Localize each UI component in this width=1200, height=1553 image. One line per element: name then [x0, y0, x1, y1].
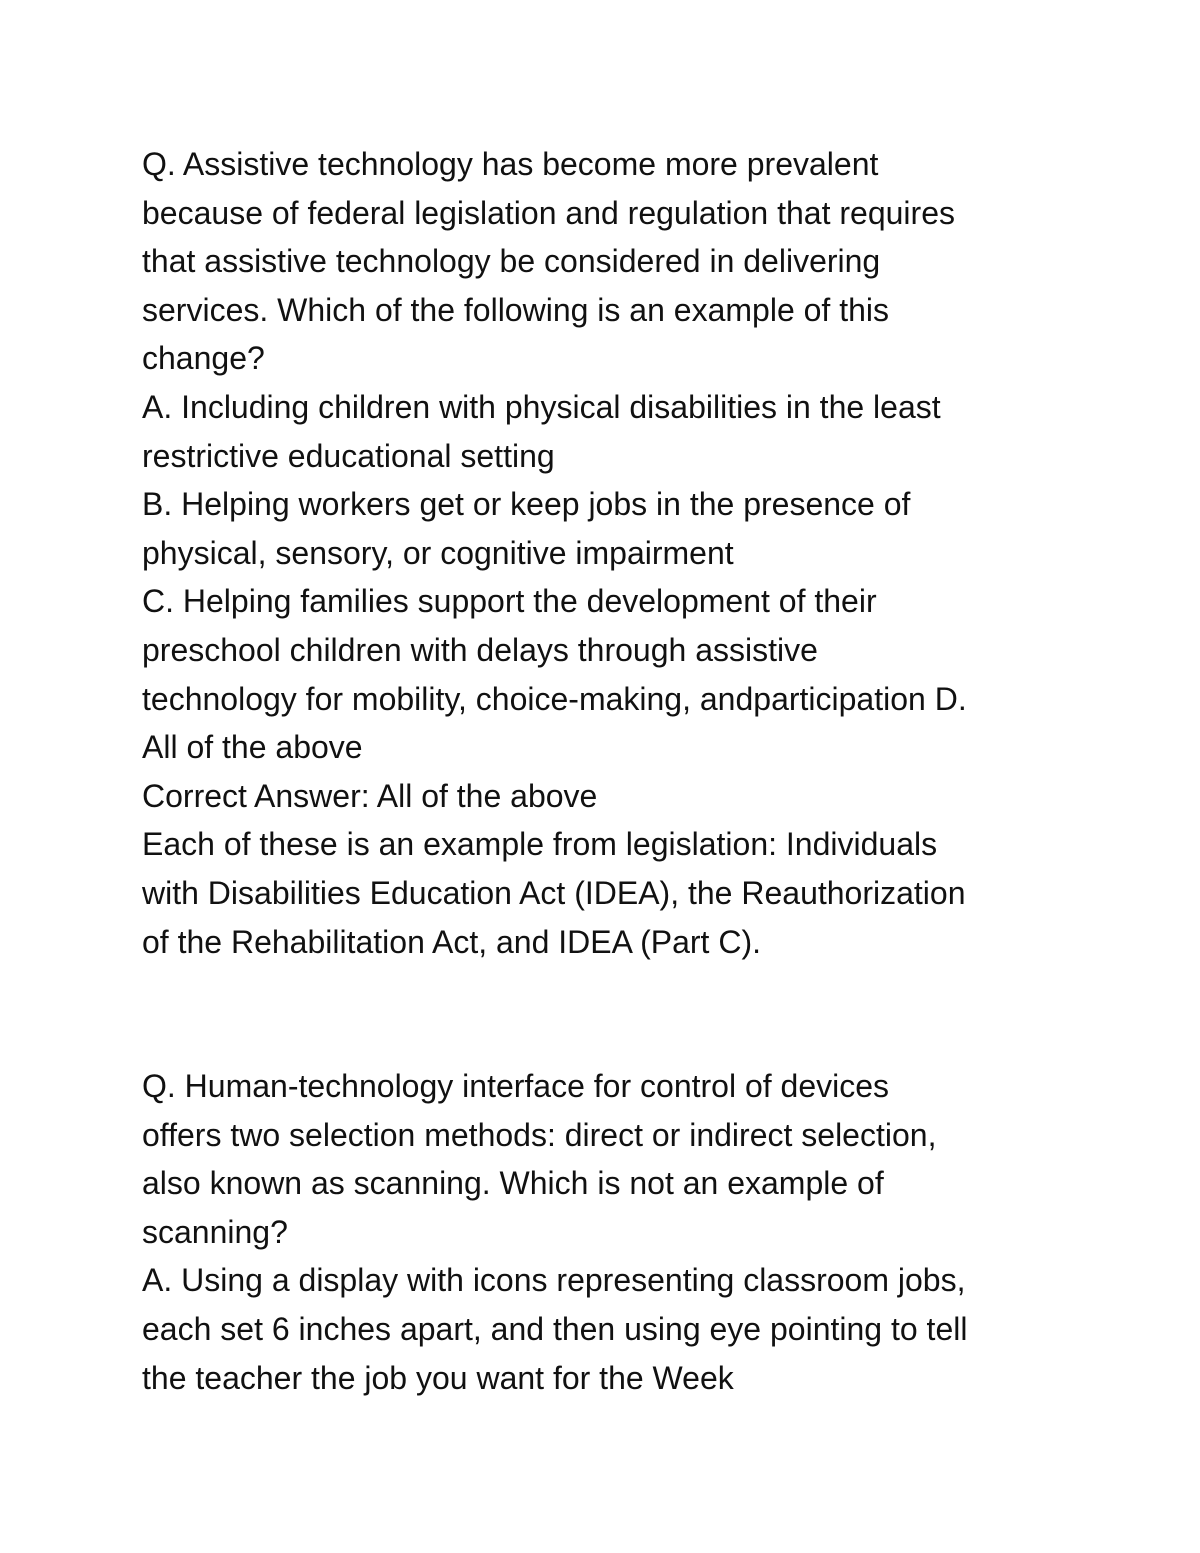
question-1-option-a-line: A. Including children with physical disabilities in the least	[142, 388, 941, 425]
question-1-stem-line: that assistive technology be considered in delivering	[142, 243, 881, 280]
question-2-stem-line: also known as scanning. Which is not an example of	[142, 1165, 884, 1202]
question-2-stem-line: scanning?	[142, 1213, 288, 1250]
question-2-option-a-line: A. Using a display with icons representing classroom jobs,	[142, 1262, 966, 1299]
question-2-stem-line: Q. Human-technology interface for control of devices	[142, 1068, 890, 1104]
question-1-option-b-line: physical, sensory, or cognitive impairment	[142, 534, 734, 571]
question-1-option-c-line: preschool children with delays through assistive	[142, 631, 818, 668]
question-1-stem-line: change?	[142, 340, 265, 377]
question-1-stem-line: because of federal legislation and regulation that requires	[142, 194, 955, 231]
question-1-explanation-line: Each of these is an example from legislation: Individuals	[142, 826, 938, 863]
question-1-correct-answer: Correct Answer: All of the above	[142, 777, 598, 814]
question-1-block	[142, 140, 1072, 966]
question-1-option-a-line: restrictive educational setting	[142, 437, 555, 474]
question-1-explanation-line: with Disabilities Education Act (IDEA), the Reauthorization	[142, 874, 966, 911]
question-1-option-c-line: C. Helping families support the development of their	[142, 583, 877, 620]
question-1-stem-line: Q. Assistive technology has become more prevalent	[142, 146, 879, 182]
question-1-explanation-line: of the Rehabilitation Act, and IDEA (Part C).	[142, 923, 761, 960]
question-1-option-d-line: All of the above	[142, 729, 363, 766]
question-2-block	[142, 1062, 1072, 1402]
question-1-option-b-line: B. Helping workers get or keep jobs in the presence of	[142, 486, 911, 523]
question-2-stem-line: offers two selection methods: direct or indirect selection,	[142, 1116, 937, 1153]
question-1-option-c-line: technology for mobility, choice-making, andparticipation D.	[142, 680, 967, 717]
question-2-option-a-line: each set 6 inches apart, and then using eye pointing to tell	[142, 1310, 968, 1347]
question-1-stem-line: services. Which of the following is an example of this	[142, 291, 889, 328]
question-2-option-a-line: the teacher the job you want for the Week	[142, 1359, 734, 1396]
